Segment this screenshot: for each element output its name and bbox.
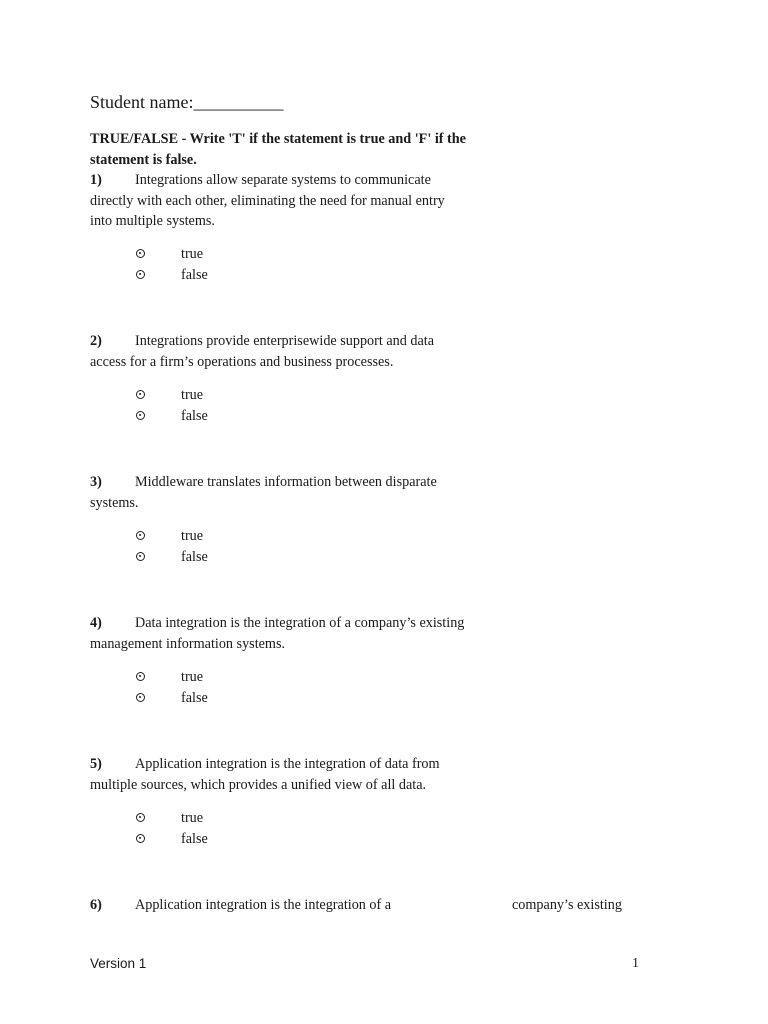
option-label: false [181, 549, 208, 565]
question-text: Integrations provide enterprisewide support and data access for a firm’s operations and business processes. [90, 333, 435, 370]
option-label: false [181, 690, 208, 706]
option-label: false [181, 408, 208, 424]
radio-icon[interactable] [136, 390, 145, 399]
question-3 [90, 472, 470, 513]
footer-version: Version 1 [90, 956, 147, 971]
option-label: true [181, 528, 204, 544]
question-number: 3) [90, 474, 102, 490]
question-5 [90, 754, 470, 795]
question-text: Application integration is the integration of a [135, 897, 392, 913]
page-number: 1 [632, 956, 639, 971]
question-text: Data integration is the integration of a company’s existing management information systems. [90, 615, 465, 652]
question-number: 1) [90, 172, 102, 188]
question-6 [90, 895, 391, 916]
question-number: 2) [90, 333, 102, 349]
question-number: 4) [90, 615, 102, 631]
option-label: false [181, 831, 208, 847]
option-label: true [181, 810, 204, 826]
question-6-text-tail: company’s existing [512, 897, 622, 913]
radio-icon[interactable] [136, 813, 145, 822]
question-text: Integrations allow separate systems to communicate directly with each other, eliminating the need for manual entry into multiple systems. [90, 172, 445, 229]
question-number: 6) [90, 897, 102, 913]
option-label: true [181, 246, 204, 262]
radio-icon[interactable] [136, 834, 145, 843]
question-2 [90, 331, 470, 372]
option-label: false [181, 267, 208, 283]
radio-icon[interactable] [136, 672, 145, 681]
option-label: true [181, 669, 204, 685]
student-name-field: Student name:__________ [90, 92, 284, 112]
radio-icon[interactable] [136, 531, 145, 540]
radio-icon[interactable] [136, 249, 145, 258]
radio-icon[interactable] [136, 552, 145, 561]
question-1 [90, 170, 470, 232]
question-text: Middleware translates information between disparate systems. [90, 474, 437, 511]
radio-icon[interactable] [136, 693, 145, 702]
option-label: true [181, 387, 204, 403]
radio-icon[interactable] [136, 270, 145, 279]
instructions: TRUE/FALSE - Write 'T' if the statement is true and 'F' if the statement is false. [90, 131, 466, 168]
question-4 [90, 613, 470, 654]
question-number: 5) [90, 756, 102, 772]
question-text: Application integration is the integration of data from multiple sources, which provides a unified view of all data. [90, 756, 440, 793]
radio-icon[interactable] [136, 411, 145, 420]
